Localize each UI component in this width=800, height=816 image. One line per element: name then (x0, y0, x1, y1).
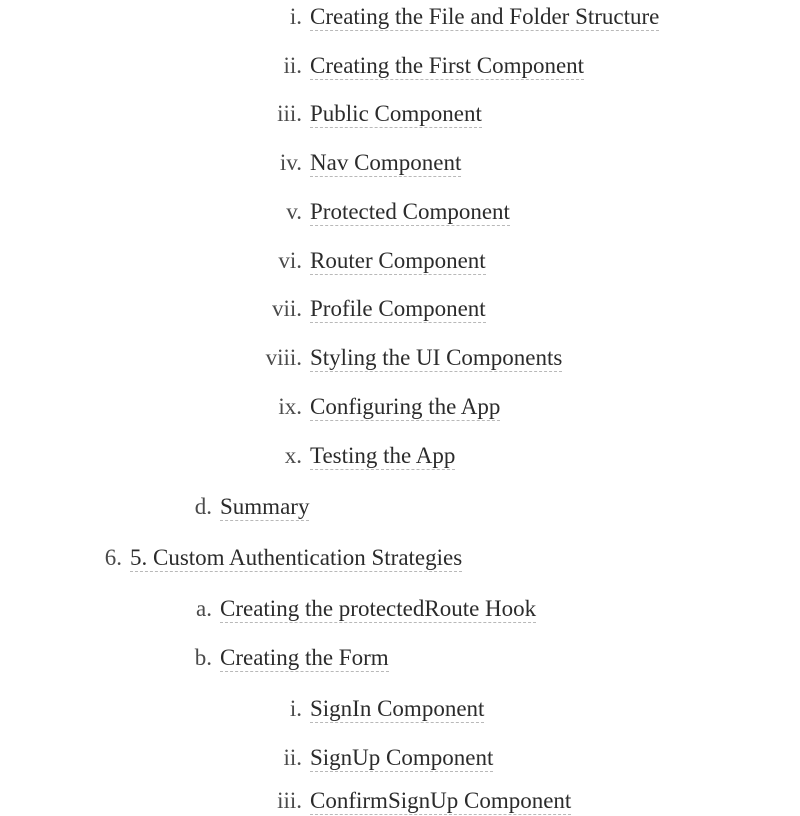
list-marker: vi. (278, 248, 302, 273)
toc-item (277, 786, 572, 816)
toc-item (284, 441, 456, 471)
list-marker: 6. (104, 545, 122, 570)
list-marker: b. (194, 645, 212, 670)
toc-link[interactable]: Configuring the App (310, 394, 501, 419)
toc-item (286, 197, 510, 227)
list-marker: a. (196, 596, 212, 621)
toc-item (194, 643, 389, 673)
toc-link[interactable]: Creating the File and Folder Structure (310, 4, 660, 29)
toc-link[interactable]: Public Component (310, 101, 482, 126)
toc-link[interactable]: Testing the App (310, 443, 456, 468)
toc-link[interactable]: Creating the protectedRoute Hook (220, 596, 537, 621)
list-marker: ix. (278, 394, 302, 419)
toc-link[interactable]: Summary (220, 494, 310, 519)
toc-link[interactable]: Styling the UI Components (310, 345, 563, 370)
list-marker: vii. (271, 296, 302, 321)
toc-link[interactable]: Creating the First Component (310, 53, 585, 78)
toc-link[interactable]: Router Component (310, 248, 486, 273)
list-marker: ii. (283, 745, 302, 770)
list-marker: d. (194, 494, 212, 519)
toc-item (104, 543, 463, 573)
toc-item (289, 2, 660, 32)
toc-link[interactable]: Profile Component (310, 296, 486, 321)
list-marker: iii. (277, 788, 302, 813)
toc-item (194, 492, 310, 522)
toc-item (279, 148, 462, 178)
list-marker: iv. (279, 150, 302, 175)
toc-item (283, 51, 585, 81)
toc-link[interactable]: SignIn Component (310, 696, 485, 721)
toc-item (283, 743, 494, 773)
toc-item (271, 294, 486, 324)
list-marker: ii. (283, 53, 302, 78)
list-marker: i. (289, 696, 302, 721)
toc-link[interactable]: Protected Component (310, 199, 510, 224)
list-marker: i. (289, 4, 302, 29)
toc-link[interactable]: 5. Custom Authentication Strategies (130, 545, 463, 570)
toc-item (196, 594, 537, 624)
toc-link[interactable]: Nav Component (310, 150, 462, 175)
toc-item (277, 99, 482, 129)
toc-item (278, 246, 486, 276)
toc-link[interactable]: SignUp Component (310, 745, 494, 770)
list-marker: v. (286, 199, 302, 224)
toc-link[interactable]: Creating the Form (220, 645, 389, 670)
list-marker: viii. (265, 345, 302, 370)
list-marker: x. (284, 443, 302, 468)
toc-item (278, 392, 501, 422)
list-marker: iii. (277, 101, 302, 126)
toc-link[interactable]: ConfirmSignUp Component (310, 788, 572, 813)
toc-item (289, 694, 485, 724)
toc-item (265, 343, 563, 373)
